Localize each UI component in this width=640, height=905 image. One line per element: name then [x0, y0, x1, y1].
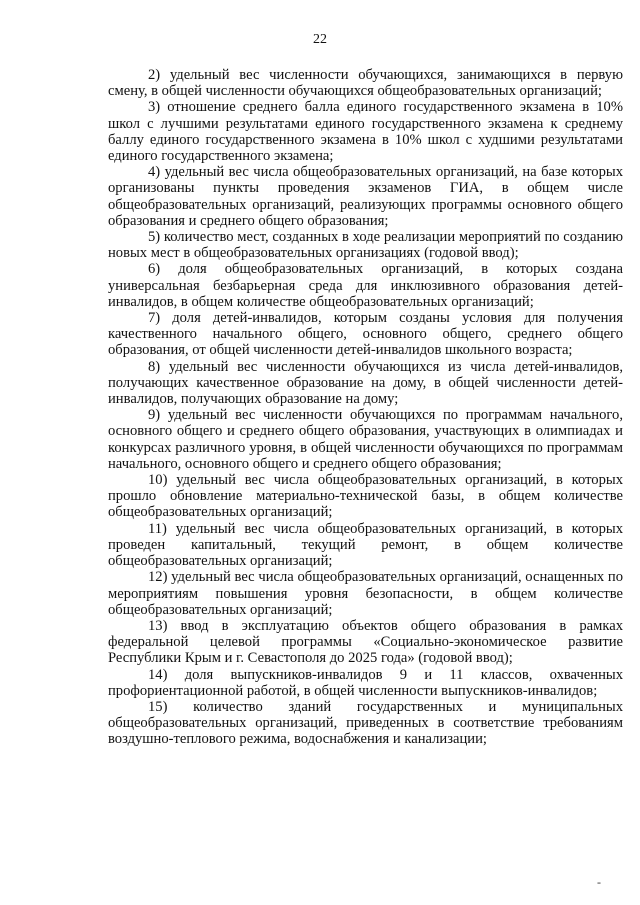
list-item-10: 10) удельный вес числа общеобразовательных организаций, в которых прошло обновление материально-технической базы, в общем количестве общеобразовательных организаций;: [108, 472, 623, 521]
list-item-3: 3) отношение среднего балла единого государственного экзамена в 10% школ с лучшими результатами единого государственного экзамена к среднему баллу единого государственного экзамена в 10% школ с худшими результатами единого государственного экзамена;: [108, 99, 623, 165]
list-item-11: 11) удельный вес числа общеобразовательных организаций, в которых проведен капитальный, текущий ремонт, в общем количестве общеобразовательных организаций;: [108, 520, 623, 570]
list-item-8: 8) удельный вес численности обучающихся из числа детей-инвалидов, получающих качественное образование на дому, в общей численности детей-инвалидов, получающих образование на дому;: [108, 358, 623, 408]
list-item-15: 15) количество зданий государственных и муниципальных общеобразовательных организаций, приведенных в соответствие требованиям воздушно-теплового режима, водоснабжения и канализации;: [108, 698, 623, 748]
list-item-2: 2) удельный вес численности обучающихся, занимающихся в первую смену, в общей численности обучающихся общеобразовательных организаций;: [108, 67, 623, 100]
list-item-13: 13) ввод в эксплуатацию объектов общего образования в рамках федеральной целевой программы «Социально-экономическое развитие Республики Крым и г. Севастополя до 2025 года» (годовой ввод);: [108, 617, 623, 667]
page-number: 22: [313, 32, 327, 47]
list-item-9: 9) удельный вес численности обучающихся по программам начального, основного общего и среднего общего образования, участвующих в олимпиадах и конкурсах различного уровня, в общей численности обучающихся по программам начального, основного общего и среднего общего образования;: [108, 407, 623, 472]
list-item-14: 14) доля выпускников-инвалидов 9 и 11 классов, охваченных профориентационной работой, в общей численности выпускников-инвалидов;: [108, 666, 623, 699]
list-item-4: 4) удельный вес числа общеобразовательных организаций, на базе которых организованы пункты проведения экзаменов ГИА, в общем числе общеобразовательных организаций, реализующих программы основного общего образования и среднего общего образования;: [108, 164, 623, 229]
list-item-12: 12) удельный вес числа общеобразовательных организаций, оснащенных по мероприятиям повышения уровня безопасности, в общем количестве общеобразовательных организаций;: [108, 569, 623, 618]
list-item-7: 7) доля детей-инвалидов, которым созданы условия для получения качественного начального общего, основного общего, среднего общего образования, от общей численности детей-инвалидов школьного возраста;: [108, 310, 623, 359]
margin-mark: -: [597, 875, 601, 889]
list-item-5: 5) количество мест, созданных в ходе реализации мероприятий по созданию новых мест в общеобразовательных организациях (годовой ввод);: [108, 229, 623, 262]
document-body: [108, 67, 623, 748]
list-item-6: 6) доля общеобразовательных организаций, в которых создана универсальная безбарьерная среда для инклюзивного образования детей-инвалидов, в общем количестве общеобразовательных организаций;: [108, 261, 623, 310]
